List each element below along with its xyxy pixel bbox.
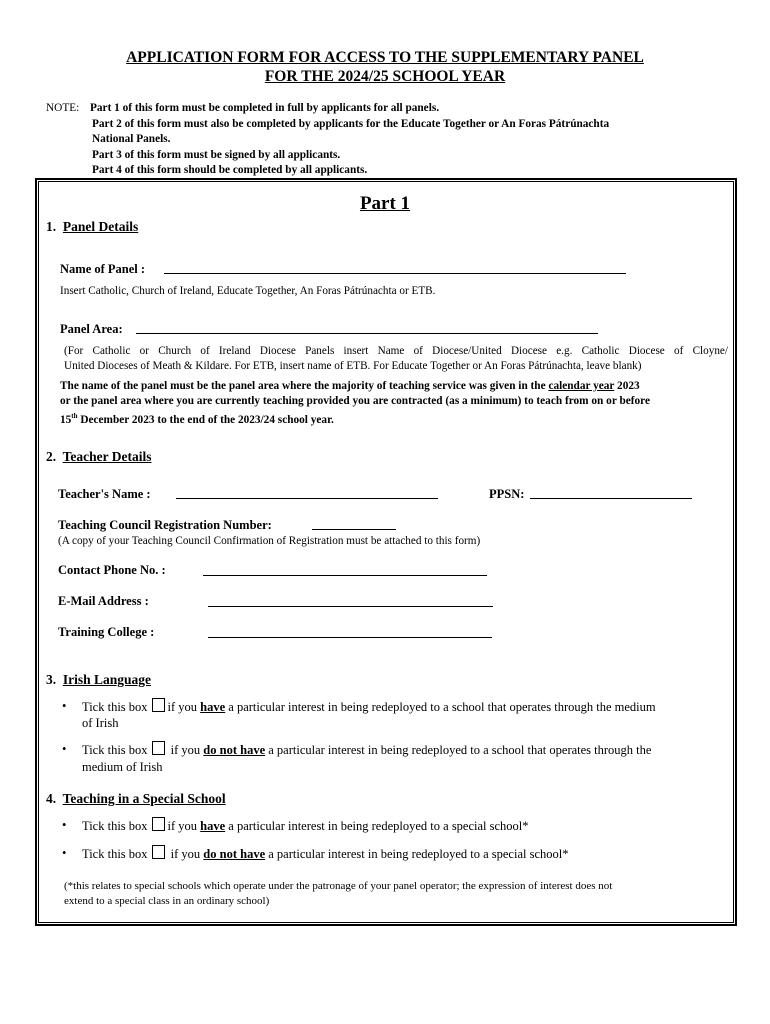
panel-rule-text-1a: The name of the panel must be the panel area where the majority of teaching service was given in the [60,380,549,392]
college-label: Training College : [58,625,155,639]
irish-not-pre: Tick this box [82,743,148,757]
section-4-heading [46,791,226,807]
tc-number-hint: (A copy of your Teaching Council Confirmation of Registration must be attached to this form) [58,535,481,547]
special-have-pre: Tick this box [82,819,148,833]
irish-not-post: a particular interest in being redeployed to a school that operates through the [265,743,652,757]
special-not-have-checkbox[interactable] [152,845,165,859]
irish-have-cont: of Irish [82,716,119,730]
footnote-line-2: extend to a special class in an ordinary school) [64,895,270,907]
bullet-icon: • [62,818,67,832]
note-label: NOTE: [46,102,80,114]
special-not-pre: Tick this box [82,847,148,861]
part-heading: Part 1 [359,193,411,214]
special-not-post: a particular interest in being redeployed to a special school* [265,847,569,861]
special-have-post: a particular interest in being redeployed to a special school* [225,819,529,833]
bullet-icon: • [62,846,67,860]
panel-area-field[interactable] [136,333,598,334]
note-item-1: Part 1 of this form must be completed in full by applicants for all panels. [90,102,440,114]
panel-area-label: Panel Area: [60,322,123,336]
irish-not-have-checkbox[interactable] [152,741,165,755]
section-1-title: Panel Details [62,219,139,234]
special-have-checkbox[interactable] [152,817,165,831]
irish-have-pre: Tick this box [82,700,148,714]
irish-not-cont: medium of Irish [82,760,163,774]
section-2-number: 2. [46,449,57,464]
phone-field[interactable] [203,575,487,576]
calendar-year-emphasis: calendar year [548,380,615,392]
special-not-mid: if you [167,847,204,861]
note-item-5: Part 4 of this form should be completed by all applicants. [92,164,368,176]
section-1-number: 1. [46,219,57,234]
section-2-heading [46,449,152,465]
irish-not-mid: if you [167,743,204,757]
note-item-3: National Panels. [92,133,171,145]
tc-number-field[interactable] [312,529,396,530]
footnote-line-1: (*this relates to special schools which operate under the patronage of your panel operator; the expression of interest does not [64,880,613,892]
panel-rule-text-1c: 2023 [614,380,640,392]
section-2-title: Teacher Details [62,449,152,464]
panel-name-field[interactable] [164,273,626,274]
panel-name-label: Name of Panel : [60,262,146,276]
irish-have-key: have [200,700,226,714]
panel-rule-text-3a: 15 [60,413,72,426]
irish-have-post: a particular interest in being redeployed to a school that operates through the medium [225,700,656,714]
ppsn-field[interactable] [530,498,692,499]
special-have-mid: if you [167,819,201,833]
section-3-heading [46,672,151,688]
section-4-title: Teaching in a Special School [62,791,226,806]
bullet-icon: • [62,742,67,756]
note-item-4: Part 3 of this form must be signed by all applicants. [92,148,341,161]
section-3-title: Irish Language [62,672,152,687]
panel-rule-text-3b: December 2023 to the end of the 2023/24 school year. [77,413,334,426]
panel-area-hint-1: (For Catholic or Church of Ireland Diocese Panels insert Name of Diocese/United Diocese e.g. Catholic Diocese of Cloyne/ [64,345,728,357]
section-4-number: 4. [46,791,57,806]
tc-number-label: Teaching Council Registration Number: [58,518,272,532]
college-field[interactable] [208,637,492,638]
section-1-heading [46,219,138,235]
panel-rule-line-1 [60,379,640,394]
special-have-key: have [200,819,226,833]
note-item-2: Part 2 of this form must also be completed by applicants for the Educate Together or An Foras Pátrúnachta [92,117,610,130]
bullet-icon: • [62,699,67,713]
ppsn-label: PPSN: [489,487,525,501]
special-school-footnote [64,879,724,909]
email-field[interactable] [208,606,493,607]
panel-rule-sup: th [71,412,78,420]
phone-label: Contact Phone No. : [58,563,166,577]
panel-rule-line-3 [60,409,334,428]
special-not-key: do not have [203,847,266,861]
form-title-line-1: APPLICATION FORM FOR ACCESS TO THE SUPPLEMENTARY PANEL [126,49,644,66]
panel-name-hint: Insert Catholic, Church of Ireland, Educate Together, An Foras Pátrúnachta or ETB. [60,285,436,297]
teacher-name-field[interactable] [176,498,438,499]
panel-area-hint-2: United Dioceses of Meath & Kildare. For ETB, insert name of ETB. For Educate Together or An Foras Pátrúnachta, leave blank) [64,360,642,372]
irish-have-mid: if you [167,700,201,714]
panel-rule-line-2: or the panel area where you are currently teaching provided you are contracted (as a minimum) to teach from on or before [60,395,650,407]
form-title-line-2: FOR THE 2024/25 SCHOOL YEAR [264,68,506,85]
note-block [46,101,746,179]
irish-not-key: do not have [203,743,266,757]
teacher-name-label: Teacher's Name : [58,487,151,501]
section-3-number: 3. [46,672,57,687]
email-label: E-Mail Address : [58,594,149,608]
irish-have-checkbox[interactable] [152,698,165,712]
